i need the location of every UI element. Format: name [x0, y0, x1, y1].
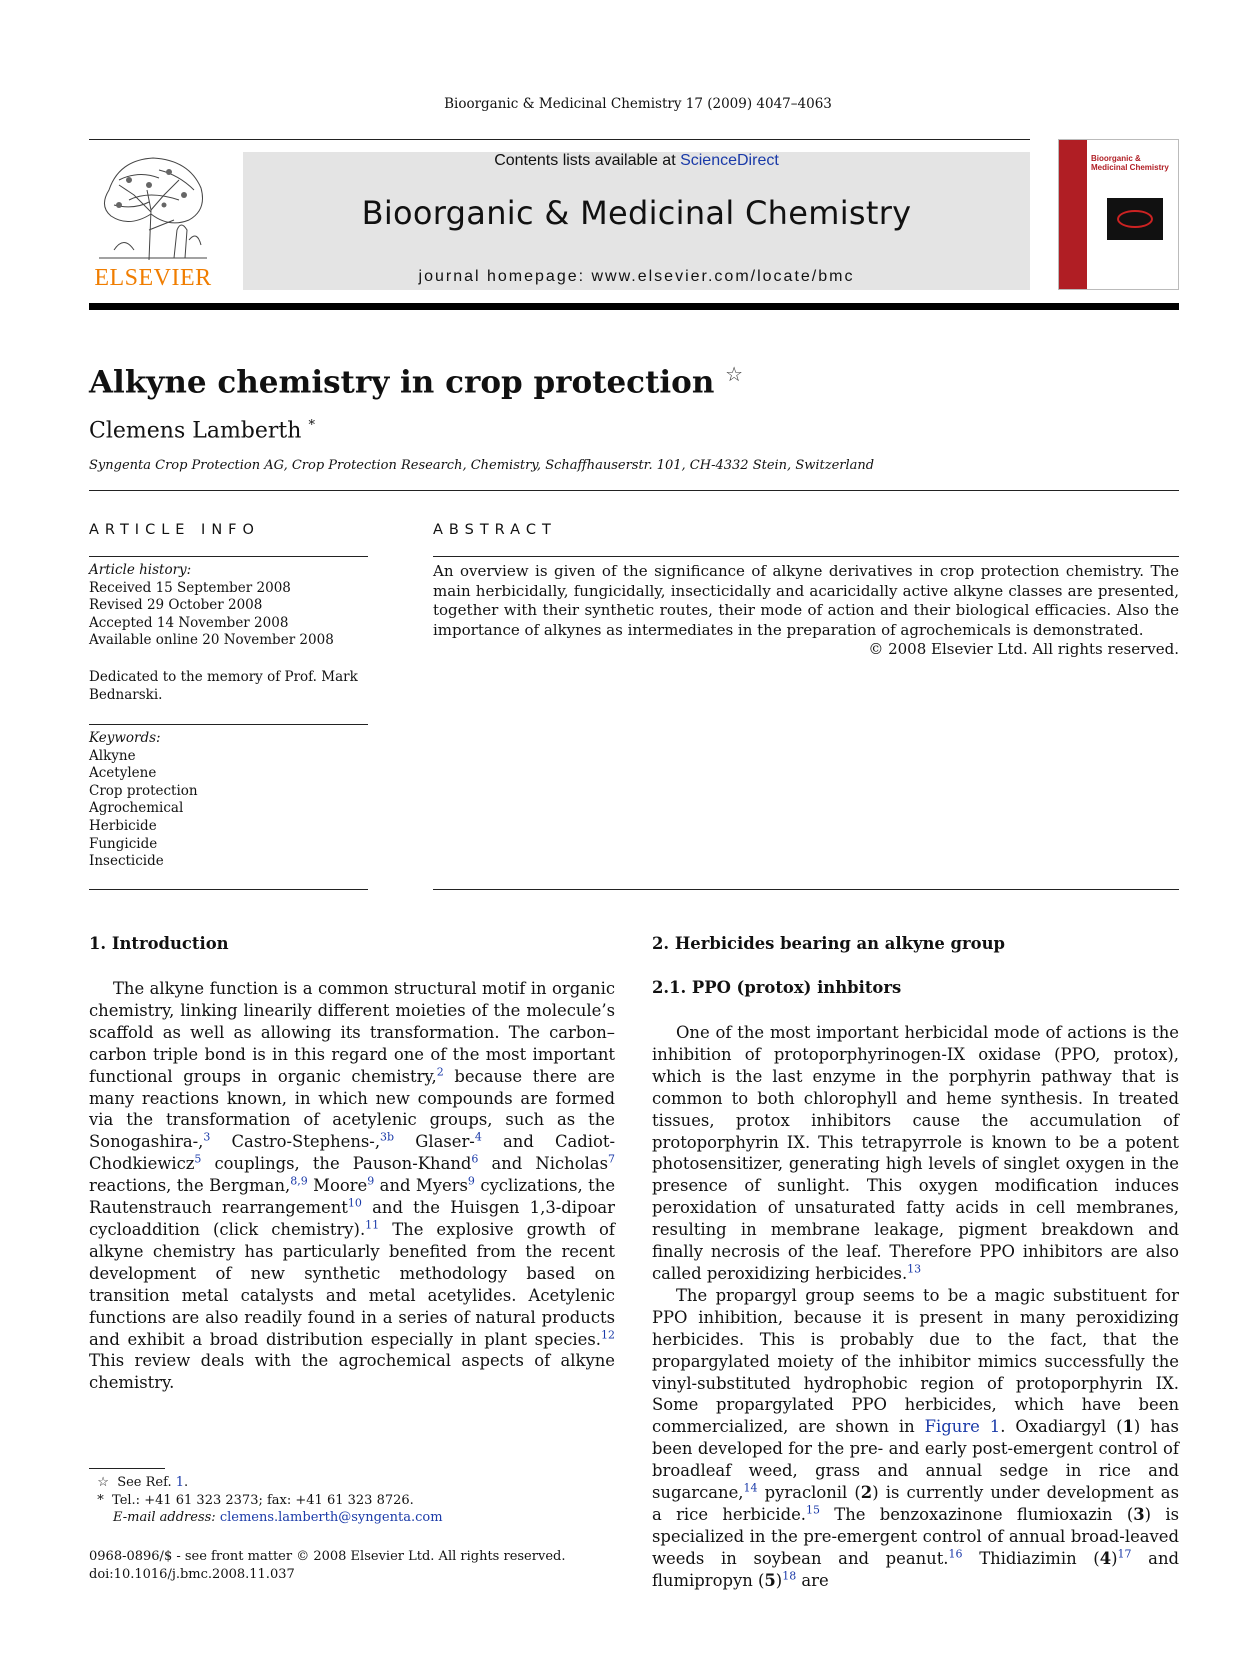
sciencedirect-link[interactable]: ScienceDirect	[680, 152, 779, 169]
keyword: Alkyne	[89, 747, 136, 764]
keyword: Fungicide	[89, 835, 158, 852]
text: and flumipropyn (	[652, 1548, 1179, 1590]
compound-number: 4	[1099, 1548, 1112, 1568]
cover-title: Bioorganic & Medicinal Chemistry	[1091, 154, 1169, 172]
text: couplings, the Pauson-Khand	[201, 1154, 472, 1174]
history-accepted: Accepted 14 November 2008	[89, 614, 289, 631]
keyword: Insecticide	[89, 853, 164, 870]
compound-number: 2	[860, 1483, 873, 1503]
journal-title: Bioorganic & Medicinal Chemistry	[361, 194, 912, 232]
ref-link[interactable]: 17	[1117, 1547, 1132, 1561]
ref-link[interactable]: 14	[743, 1481, 758, 1495]
divider	[89, 724, 368, 725]
herbicides-body	[652, 1022, 1179, 1592]
issn-line: 0968-0896/$ - see front matter © 2008 Elsevier Ltd. All rights reserved.	[89, 1549, 566, 1564]
email-link[interactable]: clemens.lamberth@syngenta.com	[219, 1510, 443, 1526]
text: The benzoxazinone flumioxazin (	[820, 1504, 1134, 1524]
ref-link[interactable]: 9	[467, 1174, 475, 1188]
homepage-prefix: journal homepage:	[418, 268, 592, 285]
keywords-label: Keywords:	[89, 730, 161, 746]
ref-link[interactable]: 12	[601, 1328, 615, 1342]
intro-paragraph	[89, 978, 615, 1394]
divider	[433, 556, 1179, 557]
text: reactions, the Bergman,	[89, 1176, 291, 1196]
front-matter	[89, 1548, 565, 1584]
text: ) has been developed for the pre- and early post-emergent control of broadleaf weed, grass and annual sedge in rice and sugarcane,	[652, 1417, 1179, 1503]
text: cyclizations, the Rautenstrauch rearrangement	[89, 1176, 616, 1218]
text: Glaser-	[394, 1132, 475, 1152]
text: See Ref.	[117, 1475, 176, 1490]
divider	[89, 889, 368, 890]
journal-homepage	[243, 268, 1030, 286]
text: and Cadiot-Chodkiewicz	[89, 1132, 615, 1174]
keyword: Crop protection	[89, 782, 198, 799]
ref-link[interactable]: 13	[907, 1262, 922, 1276]
elsevier-wordmark: ELSEVIER	[94, 265, 212, 291]
ref-link[interactable]: 10	[347, 1196, 362, 1210]
text: and the Huisgen 1,3-dipoar cycloaddition (click chemistry).	[89, 1198, 615, 1239]
article-title-text: Alkyne chemistry in crop protection	[89, 364, 715, 401]
text: . Oxadiargyl (	[1000, 1417, 1123, 1437]
abstract-body	[433, 562, 1179, 660]
footnote-asterisk: *	[97, 1492, 104, 1508]
text: )	[1111, 1548, 1118, 1568]
text: The alkyne function is a common structural motif in organic chemistry, linking linearily different moieties of the molecule’s scaffold as well as allowing its transformation. The carbon–carbon triple bond is in this regard one of the most important functional groups in organic chemistry,	[89, 979, 615, 1086]
herbicides-heading: 2. Herbicides bearing an alkyne group	[652, 934, 1005, 953]
contents-line	[243, 152, 1030, 170]
article-info-heading: ARTICLE INFO	[89, 522, 260, 538]
ref-link[interactable]: 3b	[380, 1130, 395, 1144]
text: Thidiazimin (	[962, 1548, 1100, 1568]
keyword: Agrochemical	[89, 800, 184, 817]
ref-link[interactable]: 9	[367, 1174, 375, 1188]
keywords	[89, 730, 369, 871]
ref-link[interactable]: 16	[948, 1547, 963, 1561]
journal-reference: Bioorganic & Medicinal Chemistry 17 (2009) 4047–4063	[444, 96, 832, 112]
text: are	[796, 1570, 829, 1590]
article-history	[89, 562, 369, 650]
text: pyraclonil (	[757, 1483, 861, 1503]
header-rule-top	[89, 139, 1030, 140]
abstract-heading: ABSTRACT	[433, 522, 557, 538]
text: This review deals with the agrochemical aspects of alkyne chemistry.	[89, 1351, 615, 1393]
doi-line[interactable]: doi:10.1016/j.bmc.2008.11.037	[89, 1567, 295, 1582]
compound-number: 3	[1133, 1504, 1145, 1524]
history-revised: Revised 29 October 2008	[89, 597, 263, 614]
abstract-copyright: © 2008 Elsevier Ltd. All rights reserved.	[868, 640, 1179, 659]
history-online: Available online 20 November 2008	[89, 632, 334, 649]
figure-link[interactable]: Figure 1	[924, 1417, 1001, 1437]
ref-link[interactable]: 8,9	[290, 1174, 308, 1188]
footnote-title	[89, 1474, 443, 1492]
footnotes	[89, 1474, 443, 1527]
ref-link[interactable]: 2	[436, 1065, 444, 1079]
introduction-heading: 1. Introduction	[89, 934, 229, 953]
title-footnote-star-icon[interactable]: ☆	[725, 362, 744, 386]
ref-link[interactable]: 18	[782, 1569, 797, 1583]
contact-phone: Tel.: +41 61 323 2373; fax: +41 61 323 8726.	[112, 1492, 414, 1508]
introduction-body	[89, 978, 615, 1394]
article-title	[89, 362, 743, 400]
herbicides-paragraph-1	[652, 1022, 1179, 1285]
keyword: Herbicide	[89, 817, 157, 834]
compound-number: 5	[764, 1570, 776, 1590]
text: because there are many reactions known, in which new compounds are formed via the transformation of acetylenic groups, such as the Sonogashira-,	[89, 1066, 615, 1152]
footnote-author	[89, 1492, 443, 1510]
author-footnote-mark[interactable]: *	[308, 418, 315, 433]
divider	[433, 889, 1179, 890]
ref-link[interactable]: 15	[806, 1503, 820, 1517]
footnote-rule	[89, 1468, 165, 1469]
elsevier-logo[interactable]	[89, 150, 217, 292]
ppo-subheading: 2.1. PPO (protox) inhbitors	[652, 978, 902, 997]
text: ) is currently under development as a rice herbicide.	[652, 1483, 1179, 1524]
ref-link[interactable]: 1	[175, 1475, 184, 1490]
ref-link[interactable]: 11	[365, 1218, 380, 1232]
ref-link[interactable]: 6	[471, 1152, 479, 1166]
journal-cover-thumbnail[interactable]	[1058, 139, 1179, 290]
ref-link[interactable]: 3	[203, 1130, 211, 1144]
divider	[89, 490, 1179, 491]
herbicides-paragraph-2	[652, 1285, 1179, 1592]
ref-link[interactable]: 5	[194, 1152, 202, 1166]
text: .	[184, 1475, 189, 1490]
affiliation: Syngenta Crop Protection AG, Crop Protection Research, Chemistry, Schaffhauserstr. 101, CH-4332 Stein, Switzerland	[89, 458, 875, 473]
cover-strip	[1059, 140, 1087, 289]
text: ) is specialized in the pre-emergent control of annual broad-leaved weeds in soybean and peanut.	[652, 1504, 1179, 1568]
elsevier-tree-icon	[89, 150, 217, 262]
dedication-line-1: Dedicated to the memory of Prof. Mark	[89, 669, 358, 685]
author	[89, 418, 315, 443]
email-label: E-mail address:	[113, 1510, 220, 1526]
text: One of the most important herbicidal mode of actions is the inhibition of protoporphyrinogen-IX oxidase (PPO, protox), which is the last enzyme in the porphyrin pathway that is common to both chlorophyll and heme synthesis. In treated tissues, protox inhibitors cause the accumulation of protoporphyrin IX. This tetrapyrrole is known to be a potent photosensitizer, generating high levels of singlet oxygen in the presence of sunlight. This oxygen modification induces peroxidation of unsaturated fatty acids in cell membranes, resulting in membrane leakage, pigment breakdown and finally necrosis of the leaf. Therefore PPO inhibitors are also called peroxidizing herbicides.	[652, 1023, 1179, 1283]
text: and Myers	[374, 1176, 468, 1196]
text: )	[775, 1570, 783, 1590]
author-name: Clemens Lamberth	[89, 418, 302, 444]
text: The propargyl group seems to be a magic substituent for PPO inhibition, because it is present in many peroxidizing herbicides. This is probably due to the fact, that the propargylated moiety of the inhibitor mimics successfully the vinyl-substituted hydrophobic region of protoporphyrin IX. Some propargylated PPO herbicides, which have been commercialized, are shown in	[652, 1285, 1179, 1437]
footnote-email	[89, 1509, 443, 1527]
homepage-link[interactable]: www.elsevier.com/locate/bmc	[591, 268, 855, 285]
compound-number: 1	[1122, 1417, 1134, 1437]
text: Castro-Stephens-,	[210, 1132, 381, 1152]
divider	[89, 556, 368, 557]
text: Moore	[307, 1176, 368, 1196]
dedication-line-2: Bednarski.	[89, 686, 163, 703]
cover-ring-icon	[1117, 210, 1153, 228]
ref-link[interactable]: 7	[608, 1152, 615, 1166]
history-label: Article history:	[89, 562, 192, 578]
keyword: Acetylene	[89, 765, 157, 782]
text: and Nicholas	[478, 1154, 608, 1174]
cover-image	[1107, 198, 1163, 240]
footnote-star-icon: ☆	[97, 1475, 109, 1490]
contents-prefix: Contents lists available at	[494, 152, 681, 169]
dedication	[89, 669, 369, 704]
history-received: Received 15 September 2008	[89, 579, 291, 596]
ref-link[interactable]: 4	[474, 1130, 482, 1144]
abstract-text: An overview is given of the significance of alkyne derivatives in crop protection chemistry. The main herbicidally, fungicidally, insecticidally and acaricidally active alkyne classes are presented, together with their synthetic routes, their mode of action and their biological efficacies. Also the importance of alkynes as intermediates in the preparation of agrochemicals is demonstrated.	[433, 562, 1179, 639]
header-rule-bottom	[89, 303, 1179, 310]
text: The explosive growth of alkyne chemistry has particularly benefited from the recent development of new synthetic methodology based on transition metal catalysts and metal acetylides. Acetylenic functions are also readily found in a series of natural products and exhibit a broad distribution especially in plant species.	[89, 1219, 615, 1349]
